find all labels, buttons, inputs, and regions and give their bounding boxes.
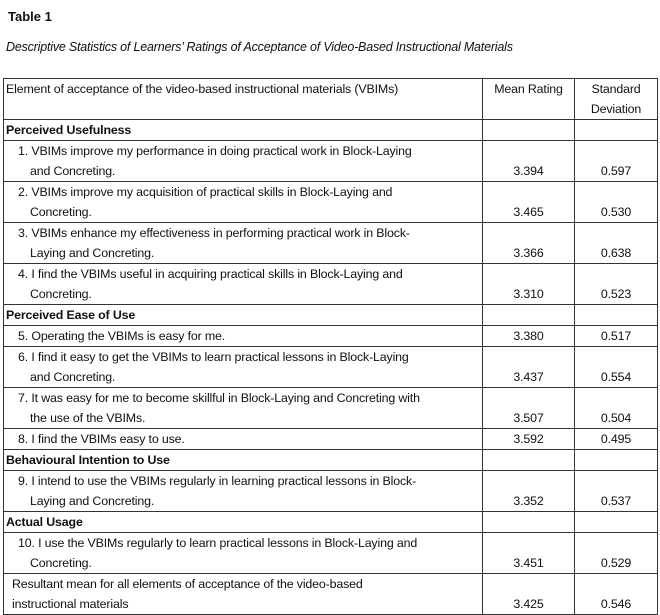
- item-text: [4, 223, 483, 264]
- header-row: [4, 79, 658, 120]
- item-line: Concreting.: [30, 287, 92, 301]
- item-text: [4, 264, 483, 305]
- item-line: 4. I find the VBIMs useful in acquiring practical skills in Block-Laying and: [18, 267, 403, 281]
- item-text: [4, 388, 483, 429]
- item-text: [4, 574, 483, 615]
- item-line: Concreting.: [30, 556, 92, 570]
- item-line: 6. I find it easy to get the VBIMs to learn practical lessons in Block-Laying: [18, 350, 409, 364]
- item-line: Resultant mean for all elements of acceptance of the video-based: [12, 577, 363, 591]
- table-caption: Descriptive Statistics of Learners’ Ratings of Acceptance of Video-Based Instructional Materials: [6, 40, 513, 54]
- item-text: [4, 347, 483, 388]
- table-row: [4, 471, 658, 512]
- item-line: 5. Operating the VBIMs is easy for me.: [18, 329, 226, 343]
- mean-value: 3.352: [483, 471, 575, 512]
- item-text: [4, 326, 483, 347]
- mean-value: 3.310: [483, 264, 575, 305]
- sd-value: 0.529: [575, 533, 658, 574]
- item-line: and Concreting.: [30, 164, 116, 178]
- section-name: Actual Usage: [4, 512, 483, 533]
- sd-value: 0.517: [575, 326, 658, 347]
- empty-cell: [575, 512, 658, 533]
- item-line: 2. VBIMs improve my acquisition of practical skills in Block-Laying and: [18, 185, 393, 199]
- sd-value: 0.546: [575, 574, 658, 615]
- item-line: 7. It was easy for me to become skillful in Block-Laying and Concreting with: [18, 391, 420, 405]
- table-row: [4, 347, 658, 388]
- empty-cell: [483, 450, 575, 471]
- mean-value: 3.380: [483, 326, 575, 347]
- mean-value: 3.425: [483, 574, 575, 615]
- item-text: [4, 533, 483, 574]
- item-line: Concreting.: [30, 205, 92, 219]
- item-line: 10. I use the VBIMs regularly to learn practical lessons in Block-Laying and: [18, 536, 418, 550]
- table-row: [4, 182, 658, 223]
- item-text: [4, 471, 483, 512]
- sd-value: 0.638: [575, 223, 658, 264]
- item-line: Laying and Concreting.: [30, 494, 155, 508]
- item-line: and Concreting.: [30, 370, 116, 384]
- table-row: [4, 533, 658, 574]
- section-name: Perceived Ease of Use: [4, 305, 483, 326]
- sd-value: 0.523: [575, 264, 658, 305]
- item-line: the use of the VBIMs.: [30, 411, 146, 425]
- table-row: [4, 388, 658, 429]
- table-title: Table 1: [8, 9, 52, 24]
- table-row: [4, 223, 658, 264]
- mean-value: 3.507: [483, 388, 575, 429]
- empty-cell: [483, 512, 575, 533]
- resultant-row: [4, 574, 658, 615]
- header-mean: Mean Rating: [483, 79, 575, 120]
- item-text: [4, 429, 483, 450]
- header-sd: Standard Deviation: [575, 79, 658, 120]
- item-line: 1. VBIMs improve my performance in doing practical work in Block-Laying: [18, 144, 412, 158]
- section-row: [4, 450, 658, 471]
- sd-value: 0.554: [575, 347, 658, 388]
- sd-value: 0.597: [575, 141, 658, 182]
- statistics-table: [3, 78, 658, 615]
- item-line: 8. I find the VBIMs easy to use.: [18, 432, 185, 446]
- mean-value: 3.451: [483, 533, 575, 574]
- table-row: [4, 429, 658, 450]
- empty-cell: [483, 120, 575, 141]
- section-row: [4, 305, 658, 326]
- item-line: instructional materials: [12, 597, 129, 611]
- table-row: [4, 264, 658, 305]
- section-name: Perceived Usefulness: [4, 120, 483, 141]
- mean-value: 3.465: [483, 182, 575, 223]
- empty-cell: [483, 305, 575, 326]
- sd-value: 0.495: [575, 429, 658, 450]
- section-name: Behavioural Intention to Use: [4, 450, 483, 471]
- item-line: 9. I intend to use the VBIMs regularly in learning practical lessons in Block-: [18, 474, 417, 488]
- sd-value: 0.537: [575, 471, 658, 512]
- section-row: [4, 120, 658, 141]
- header-element: Element of acceptance of the video-based instructional materials (VBIMs): [4, 79, 483, 120]
- item-text: [4, 141, 483, 182]
- item-text: [4, 182, 483, 223]
- empty-cell: [575, 305, 658, 326]
- sd-value: 0.530: [575, 182, 658, 223]
- mean-value: 3.394: [483, 141, 575, 182]
- table-row: [4, 326, 658, 347]
- mean-value: 3.366: [483, 223, 575, 264]
- mean-value: 3.437: [483, 347, 575, 388]
- item-line: Laying and Concreting.: [30, 246, 155, 260]
- item-line: 3. VBIMs enhance my effectiveness in performing practical work in Block-: [18, 226, 410, 240]
- table-row: [4, 141, 658, 182]
- empty-cell: [575, 120, 658, 141]
- sd-value: 0.504: [575, 388, 658, 429]
- empty-cell: [575, 450, 658, 471]
- mean-value: 3.592: [483, 429, 575, 450]
- section-row: [4, 512, 658, 533]
